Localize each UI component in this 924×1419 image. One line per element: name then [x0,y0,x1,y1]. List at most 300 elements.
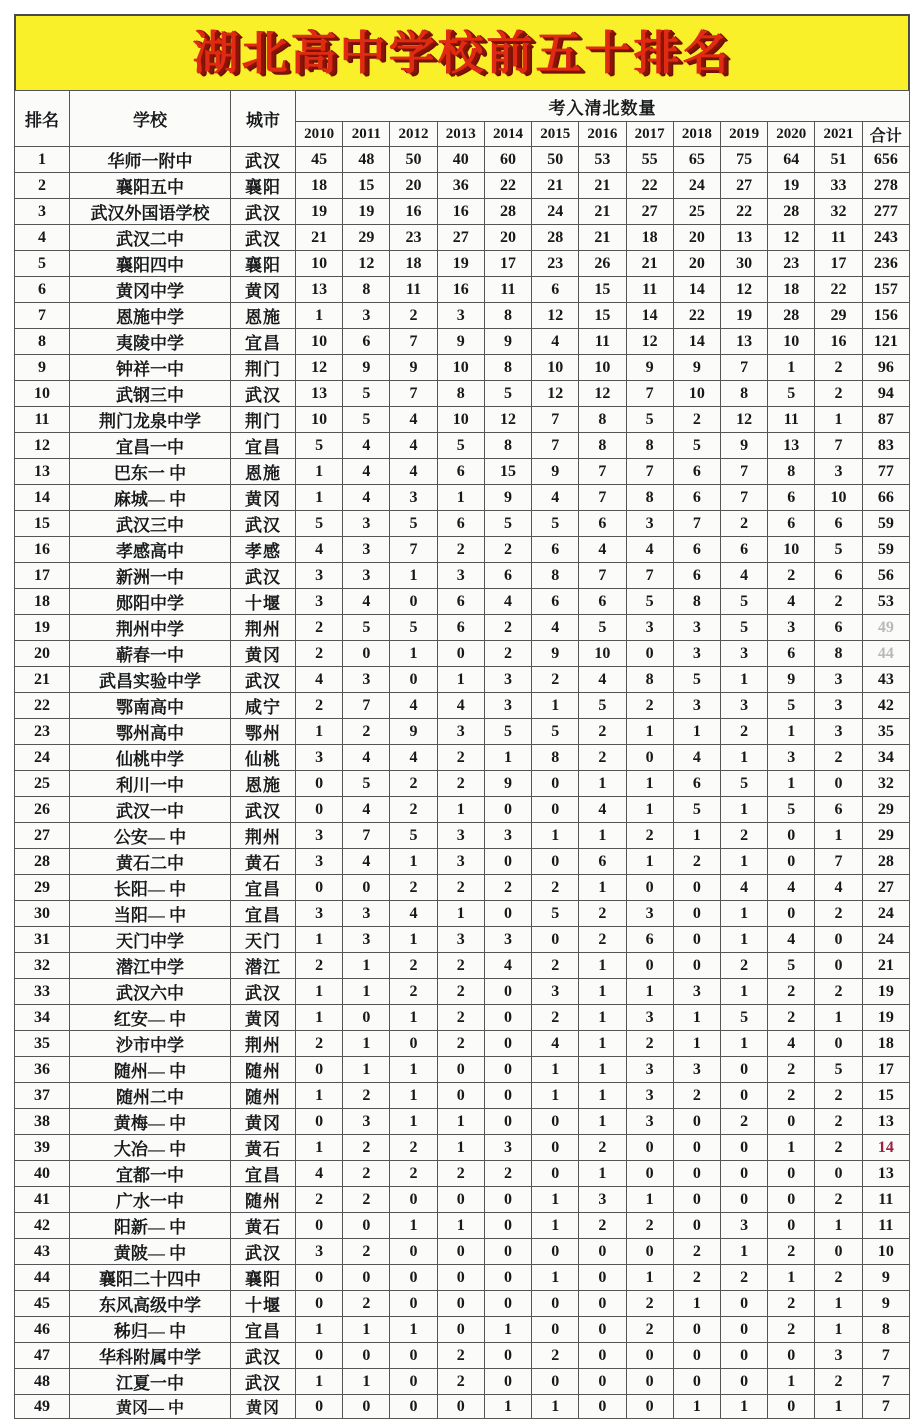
row-city: 黄冈 [231,485,296,511]
row-count-2020: 12 [768,225,815,251]
row-count-2017: 1 [626,719,673,745]
table-row [15,251,910,277]
row-count-2017: 2 [626,1031,673,1057]
table-row [15,511,910,537]
row-count-2010: 5 [296,511,343,537]
row-count-2015: 6 [532,537,579,563]
row-count-2012: 1 [390,1083,437,1109]
row-total: 278 [862,173,909,199]
row-count-2013: 2 [437,771,484,797]
row-count-2018: 1 [673,823,720,849]
row-city: 恩施 [231,459,296,485]
row-count-2011: 1 [343,1057,390,1083]
row-count-2012: 0 [390,667,437,693]
row-count-2020: 2 [768,1317,815,1343]
row-city: 武汉 [231,1369,296,1395]
row-count-2019: 30 [720,251,767,277]
row-school-name: 红安— 中 [70,1005,231,1031]
row-count-2017: 27 [626,199,673,225]
table-row [15,1265,910,1291]
row-count-2015: 7 [532,433,579,459]
row-count-2016: 0 [579,1317,626,1343]
row-count-2015: 1 [532,1213,579,1239]
row-total: 66 [862,485,909,511]
row-count-2016: 1 [579,771,626,797]
row-count-2018: 6 [673,459,720,485]
row-count-2012: 3 [390,485,437,511]
row-count-2017: 22 [626,173,673,199]
row-count-2010: 0 [296,1291,343,1317]
row-count-2020: 2 [768,1083,815,1109]
row-count-2021: 5 [815,1057,862,1083]
row-count-2015: 1 [532,1083,579,1109]
row-count-2020: 1 [768,1265,815,1291]
row-total: 96 [862,355,909,381]
row-count-2010: 1 [296,485,343,511]
row-count-2015: 12 [532,381,579,407]
row-count-2017: 3 [626,1083,673,1109]
row-count-2013: 2 [437,1161,484,1187]
row-count-2013: 0 [437,641,484,667]
row-count-2015: 1 [532,1187,579,1213]
row-count-2010: 1 [296,927,343,953]
row-city: 襄阳 [231,1265,296,1291]
row-count-2014: 17 [484,251,531,277]
row-count-2015: 1 [532,693,579,719]
row-count-2015: 0 [532,1161,579,1187]
row-count-2018: 1 [673,719,720,745]
row-count-2011: 3 [343,901,390,927]
row-school-name: 武汉二中 [70,225,231,251]
row-count-2021: 6 [815,615,862,641]
row-count-2014: 60 [484,147,531,173]
row-school-name: 东风高级中学 [70,1291,231,1317]
column-header-year-2011: 2011 [343,122,390,147]
row-school-name: 新洲一中 [70,563,231,589]
row-count-2015: 6 [532,589,579,615]
row-count-2017: 11 [626,277,673,303]
row-count-2018: 0 [673,1187,720,1213]
row-count-2018: 25 [673,199,720,225]
row-rank: 23 [15,719,70,745]
row-count-2012: 5 [390,823,437,849]
row-count-2014: 4 [484,589,531,615]
row-count-2012: 4 [390,459,437,485]
row-count-2019: 0 [720,1291,767,1317]
row-count-2010: 10 [296,251,343,277]
row-count-2012: 0 [390,589,437,615]
row-count-2018: 0 [673,875,720,901]
column-header-year-2017: 2017 [626,122,673,147]
row-total: 17 [862,1057,909,1083]
row-count-2012: 1 [390,849,437,875]
row-city: 宜昌 [231,875,296,901]
column-header-year-2015: 2015 [532,122,579,147]
row-city: 恩施 [231,303,296,329]
row-count-2013: 4 [437,693,484,719]
row-count-2012: 1 [390,1317,437,1343]
row-count-2011: 3 [343,537,390,563]
row-count-2015: 2 [532,1005,579,1031]
row-count-2019: 2 [720,1265,767,1291]
row-count-2017: 0 [626,641,673,667]
row-count-2020: 2 [768,1239,815,1265]
row-count-2010: 2 [296,1187,343,1213]
row-count-2016: 1 [579,1031,626,1057]
row-count-2011: 0 [343,1005,390,1031]
row-count-2017: 3 [626,615,673,641]
row-school-name: 襄阳四中 [70,251,231,277]
row-count-2012: 9 [390,719,437,745]
row-city: 荆州 [231,823,296,849]
row-count-2013: 3 [437,849,484,875]
table-row [15,1395,910,1419]
row-total: 7 [862,1369,909,1395]
row-count-2016: 2 [579,901,626,927]
row-count-2019: 4 [720,563,767,589]
row-rank: 6 [15,277,70,303]
row-count-2017: 1 [626,797,673,823]
row-count-2021: 51 [815,147,862,173]
row-count-2014: 2 [484,1161,531,1187]
row-count-2010: 10 [296,407,343,433]
row-count-2015: 0 [532,849,579,875]
column-header-year-2018: 2018 [673,122,720,147]
row-school-name: 武钢三中 [70,381,231,407]
row-count-2014: 0 [484,1369,531,1395]
table-row [15,667,910,693]
row-count-2015: 3 [532,979,579,1005]
row-count-2010: 3 [296,823,343,849]
row-count-2021: 2 [815,745,862,771]
row-count-2020: 4 [768,927,815,953]
row-count-2018: 1 [673,1005,720,1031]
row-count-2013: 3 [437,303,484,329]
row-count-2020: 4 [768,589,815,615]
row-count-2011: 0 [343,875,390,901]
row-total: 8 [862,1317,909,1343]
row-count-2019: 0 [720,1369,767,1395]
row-count-2014: 28 [484,199,531,225]
row-total: 19 [862,1005,909,1031]
row-count-2012: 5 [390,615,437,641]
row-count-2018: 8 [673,589,720,615]
column-header-total: 合计 [862,122,909,147]
row-count-2011: 1 [343,1317,390,1343]
row-rank: 39 [15,1135,70,1161]
row-count-2013: 1 [437,1135,484,1161]
row-count-2016: 5 [579,693,626,719]
row-count-2013: 0 [437,1083,484,1109]
row-count-2014: 8 [484,433,531,459]
row-city: 荆门 [231,407,296,433]
row-count-2017: 2 [626,693,673,719]
row-count-2017: 2 [626,1317,673,1343]
row-count-2019: 5 [720,1005,767,1031]
column-header-rank: 排名 [15,91,70,147]
row-total: 42 [862,693,909,719]
row-total: 11 [862,1187,909,1213]
row-count-2015: 0 [532,1239,579,1265]
row-city: 武汉 [231,147,296,173]
row-count-2016: 6 [579,589,626,615]
table-row [15,563,910,589]
row-school-name: 襄阳五中 [70,173,231,199]
row-count-2016: 11 [579,329,626,355]
table-row [15,1369,910,1395]
table-row [15,1109,910,1135]
row-count-2016: 10 [579,641,626,667]
row-count-2015: 1 [532,1265,579,1291]
row-count-2014: 0 [484,1343,531,1369]
row-count-2016: 10 [579,355,626,381]
row-city: 随州 [231,1187,296,1213]
row-city: 武汉 [231,199,296,225]
row-rank: 3 [15,199,70,225]
row-count-2020: 1 [768,771,815,797]
row-count-2013: 1 [437,1213,484,1239]
row-city: 黄冈 [231,1109,296,1135]
row-count-2019: 0 [720,1317,767,1343]
row-count-2019: 0 [720,1135,767,1161]
row-count-2015: 28 [532,225,579,251]
row-count-2015: 4 [532,1031,579,1057]
row-count-2018: 4 [673,745,720,771]
row-count-2018: 0 [673,1213,720,1239]
row-count-2017: 5 [626,589,673,615]
row-count-2016: 0 [579,1291,626,1317]
row-count-2011: 6 [343,329,390,355]
row-count-2014: 20 [484,225,531,251]
row-city: 荆州 [231,1031,296,1057]
row-count-2019: 2 [720,953,767,979]
row-count-2021: 3 [815,693,862,719]
row-total: 10 [862,1239,909,1265]
row-count-2013: 6 [437,511,484,537]
table-header [15,91,910,147]
row-count-2017: 7 [626,459,673,485]
row-count-2010: 3 [296,849,343,875]
row-count-2018: 0 [673,1343,720,1369]
row-rank: 35 [15,1031,70,1057]
row-count-2012: 0 [390,1291,437,1317]
row-count-2013: 0 [437,1057,484,1083]
row-total: 28 [862,849,909,875]
row-count-2011: 8 [343,277,390,303]
row-count-2014: 2 [484,537,531,563]
row-count-2010: 19 [296,199,343,225]
row-count-2015: 50 [532,147,579,173]
row-count-2013: 2 [437,1369,484,1395]
row-count-2021: 3 [815,1343,862,1369]
row-count-2012: 7 [390,381,437,407]
row-rank: 44 [15,1265,70,1291]
row-count-2012: 2 [390,771,437,797]
row-count-2020: 2 [768,1291,815,1317]
row-count-2016: 0 [579,1265,626,1291]
row-school-name: 宜都一中 [70,1161,231,1187]
row-school-name: 宜昌一中 [70,433,231,459]
row-total: 11 [862,1213,909,1239]
row-school-name: 郧阳中学 [70,589,231,615]
row-count-2015: 5 [532,511,579,537]
row-count-2012: 0 [390,1239,437,1265]
table-row [15,771,910,797]
row-count-2015: 0 [532,927,579,953]
row-rank: 43 [15,1239,70,1265]
row-count-2014: 5 [484,381,531,407]
row-count-2017: 0 [626,1135,673,1161]
row-total: 56 [862,563,909,589]
row-count-2011: 9 [343,355,390,381]
row-count-2017: 0 [626,1395,673,1419]
table-row [15,225,910,251]
row-count-2019: 4 [720,875,767,901]
row-city: 黄石 [231,1135,296,1161]
row-count-2010: 2 [296,693,343,719]
row-count-2021: 2 [815,589,862,615]
row-count-2016: 21 [579,225,626,251]
row-count-2018: 2 [673,1265,720,1291]
row-count-2016: 4 [579,797,626,823]
row-count-2013: 2 [437,953,484,979]
row-count-2018: 0 [673,1109,720,1135]
row-total: 94 [862,381,909,407]
row-count-2020: 18 [768,277,815,303]
row-count-2010: 0 [296,797,343,823]
row-city: 黄石 [231,1213,296,1239]
row-count-2012: 7 [390,537,437,563]
row-count-2010: 12 [296,355,343,381]
row-count-2019: 8 [720,381,767,407]
row-count-2011: 29 [343,225,390,251]
row-count-2019: 75 [720,147,767,173]
row-count-2013: 6 [437,459,484,485]
row-count-2015: 7 [532,407,579,433]
row-rank: 19 [15,615,70,641]
row-rank: 21 [15,667,70,693]
row-count-2016: 0 [579,1343,626,1369]
row-count-2016: 4 [579,537,626,563]
row-count-2018: 10 [673,381,720,407]
row-rank: 45 [15,1291,70,1317]
row-count-2019: 12 [720,407,767,433]
row-count-2015: 0 [532,771,579,797]
row-count-2014: 8 [484,355,531,381]
row-count-2012: 2 [390,303,437,329]
table-row [15,459,910,485]
row-count-2013: 10 [437,355,484,381]
row-count-2019: 19 [720,303,767,329]
row-count-2021: 6 [815,797,862,823]
row-city: 襄阳 [231,173,296,199]
row-total: 277 [862,199,909,225]
table-row [15,381,910,407]
row-count-2010: 1 [296,719,343,745]
row-count-2017: 12 [626,329,673,355]
row-count-2013: 16 [437,199,484,225]
row-school-name: 黄石二中 [70,849,231,875]
row-count-2020: 0 [768,1161,815,1187]
row-total: 24 [862,927,909,953]
row-count-2017: 3 [626,1057,673,1083]
table-row [15,615,910,641]
row-city: 武汉 [231,979,296,1005]
row-rank: 42 [15,1213,70,1239]
row-count-2019: 5 [720,589,767,615]
row-count-2012: 4 [390,693,437,719]
row-count-2013: 1 [437,797,484,823]
table-row [15,979,910,1005]
row-school-name: 华师一附中 [70,147,231,173]
row-total: 44 [862,641,909,667]
row-count-2010: 0 [296,1213,343,1239]
row-city: 武汉 [231,1343,296,1369]
row-school-name: 襄阳二十四中 [70,1265,231,1291]
column-header-school: 学校 [70,91,231,147]
row-city: 黄冈 [231,277,296,303]
row-count-2019: 1 [720,901,767,927]
row-count-2014: 0 [484,797,531,823]
row-count-2020: 6 [768,485,815,511]
row-count-2016: 53 [579,147,626,173]
row-count-2014: 3 [484,927,531,953]
row-city: 荆门 [231,355,296,381]
row-city: 十堰 [231,589,296,615]
row-count-2012: 1 [390,563,437,589]
row-rank: 12 [15,433,70,459]
row-count-2019: 1 [720,979,767,1005]
row-count-2017: 2 [626,1291,673,1317]
row-count-2011: 4 [343,485,390,511]
table-row [15,641,910,667]
row-city: 宜昌 [231,901,296,927]
row-school-name: 孝感高中 [70,537,231,563]
row-count-2014: 22 [484,173,531,199]
row-count-2021: 6 [815,511,862,537]
row-school-name: 当阳— 中 [70,901,231,927]
row-count-2015: 6 [532,277,579,303]
table-row [15,1343,910,1369]
row-count-2015: 23 [532,251,579,277]
row-count-2014: 6 [484,563,531,589]
row-city: 武汉 [231,667,296,693]
row-count-2021: 8 [815,641,862,667]
row-count-2019: 27 [720,173,767,199]
row-count-2021: 3 [815,459,862,485]
row-count-2017: 21 [626,251,673,277]
row-count-2016: 3 [579,1187,626,1213]
row-count-2012: 4 [390,407,437,433]
row-count-2016: 6 [579,511,626,537]
row-count-2019: 7 [720,355,767,381]
row-count-2017: 4 [626,537,673,563]
row-count-2018: 6 [673,485,720,511]
row-count-2019: 2 [720,1109,767,1135]
row-rank: 18 [15,589,70,615]
row-count-2011: 5 [343,407,390,433]
row-count-2013: 36 [437,173,484,199]
row-total: 13 [862,1109,909,1135]
table-row [15,1291,910,1317]
row-count-2014: 0 [484,901,531,927]
row-count-2012: 16 [390,199,437,225]
row-total: 243 [862,225,909,251]
row-count-2016: 1 [579,1083,626,1109]
row-total: 13 [862,1161,909,1187]
table-row [15,927,910,953]
table-row [15,485,910,511]
